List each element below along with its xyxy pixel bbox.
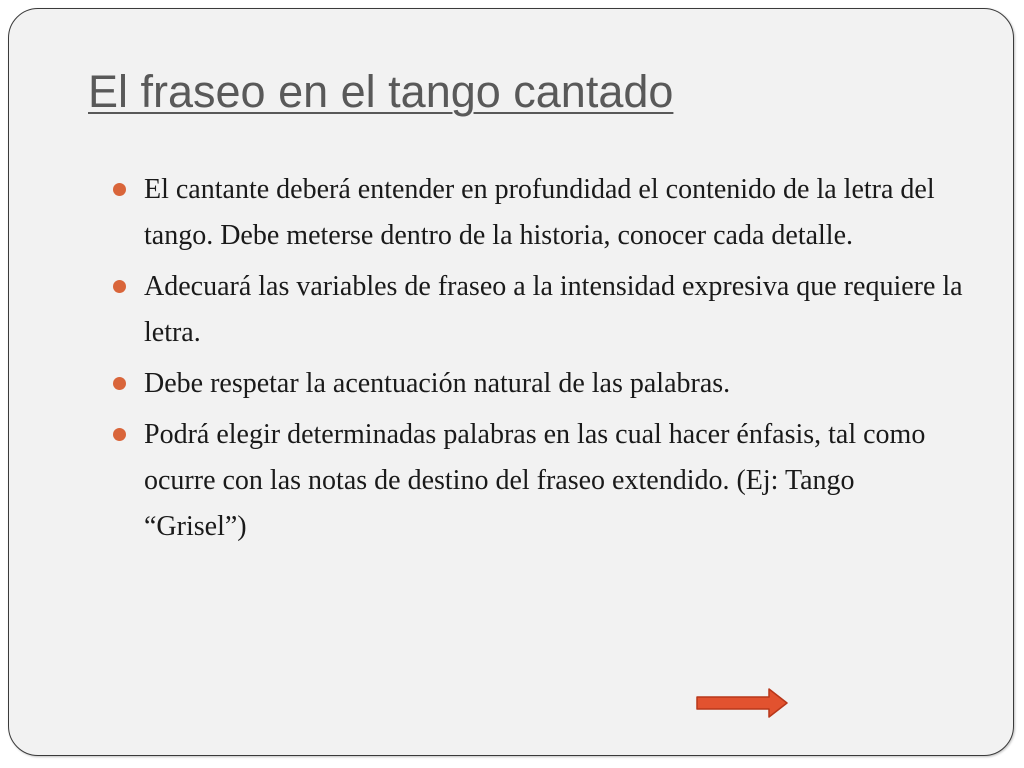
bullet-text: Adecuará las variables de fraseo a la intensidad expresiva que requiere la letra.	[144, 271, 963, 348]
bullet-text: Podrá elegir determinadas palabras en las cual hacer énfasis, tal como ocurre con las notas de destino del fraseo extendido. (Ej: Tango “Grisel”)	[144, 419, 926, 542]
right-arrow-icon	[695, 687, 789, 719]
bullet-dot-icon	[113, 377, 126, 390]
next-slide-button[interactable]	[695, 687, 789, 719]
bullet-dot-icon	[113, 280, 126, 293]
bullet-text: Debe respetar la acentuación natural de las palabras.	[144, 368, 731, 399]
bullet-item	[113, 412, 963, 550]
bullet-dot-icon	[113, 183, 126, 196]
bullet-item	[113, 167, 963, 259]
bullet-item	[113, 361, 963, 407]
slide-title: El fraseo en el tango cantado	[88, 66, 674, 117]
bullet-dot-icon	[113, 428, 126, 441]
bullet-text: El cantante deberá entender en profundidad el contenido de la letra del tango. Debe meterse dentro de la historia, conocer cada detalle.	[144, 174, 935, 251]
bullet-item	[113, 264, 963, 356]
bullet-list	[113, 167, 963, 555]
